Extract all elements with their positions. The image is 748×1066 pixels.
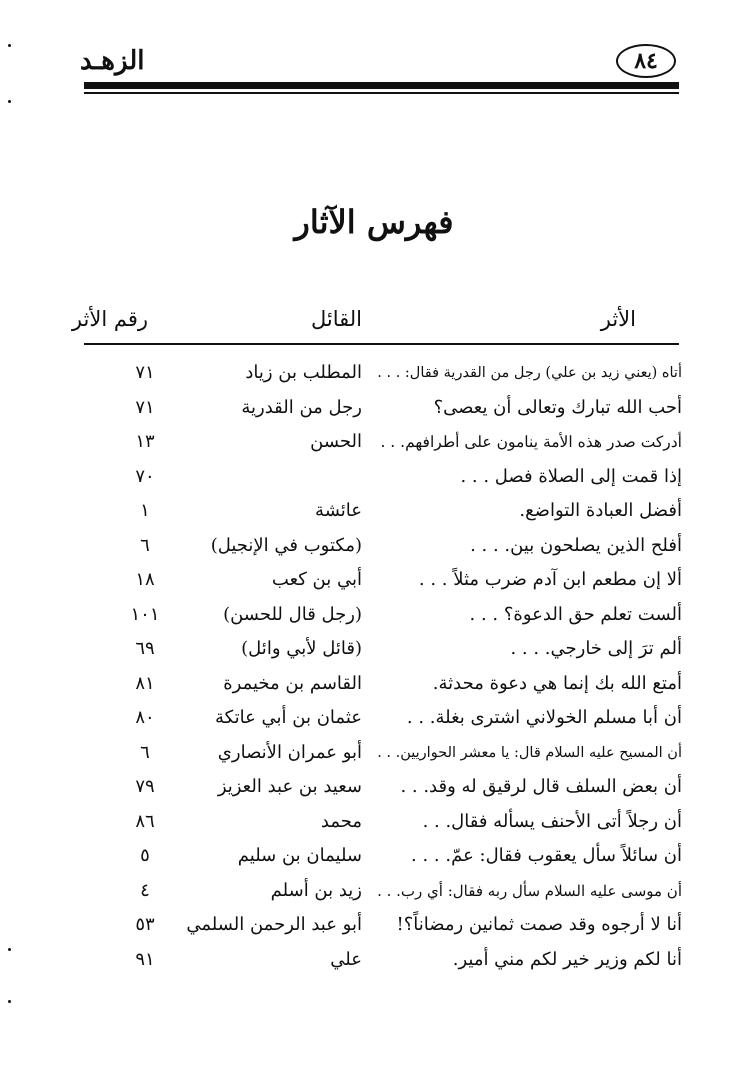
qail-cell: سليمان بن سليم [237, 845, 362, 866]
qail-cell: الحسن [310, 431, 362, 452]
number-cell: ٧٩ [135, 776, 155, 797]
table-row [0, 736, 748, 771]
page-number-badge [616, 44, 676, 78]
athar-cell: أفلح الذين يصلحون بين. . . . [470, 534, 682, 556]
table-row [0, 563, 748, 598]
table-row [0, 701, 748, 736]
qail-cell: عائشة [315, 500, 362, 521]
qail-cell: زيد بن أسلم [270, 879, 362, 901]
qail-cell: محمد [320, 810, 362, 832]
athar-cell: أفضل العبادة التواضع. [519, 500, 682, 521]
athar-cell: أن بعض السلف قال لرقيق له وقد. . . [400, 776, 682, 797]
index-table [0, 356, 748, 977]
header-rule-thin [84, 92, 679, 94]
table-row [0, 425, 748, 460]
number-cell: ٦ [140, 741, 150, 763]
table-row [0, 598, 748, 633]
number-cell: ١٠١ [130, 603, 160, 625]
number-cell: ١٣ [135, 431, 155, 452]
qail-cell: علي [330, 948, 362, 970]
athar-cell: إذا قمت إلى الصلاة فصل . . . [460, 465, 682, 487]
athar-cell: أن سائلاً سأل يعقوب فقال: عمّ. . . . [411, 845, 682, 866]
qail-cell: القاسم بن مخيمرة [223, 672, 362, 694]
header-rule-thick [84, 82, 679, 89]
page-number: ٨٤ [634, 48, 658, 74]
table-row [0, 391, 748, 426]
athar-cell: أنا لا أرجوه وقد صمت ثمانين رمضاناً؟! [396, 914, 682, 935]
qail-cell: رجل من القدرية [241, 396, 362, 418]
table-row [0, 494, 748, 529]
number-cell: ٧١ [135, 396, 155, 418]
athar-cell: أن رجلاً أتى الأحنف يسأله فقال. . . [422, 810, 682, 832]
athar-cell: أتاه (يعني زيد بن علي) رجل من القدرية فقال: . . . [377, 365, 682, 381]
qail-cell: أبو عمران الأنصاري [217, 741, 362, 763]
table-row [0, 908, 748, 943]
margin-speck [8, 100, 11, 103]
qail-cell: أبي بن كعب [271, 569, 362, 590]
athar-cell: أن موسى عليه السلام سأل ربه فقال: أي رب. . . [377, 881, 682, 900]
margin-speck [8, 948, 11, 951]
table-row [0, 874, 748, 909]
number-cell: ١ [140, 500, 150, 521]
number-cell: ٤ [140, 879, 150, 901]
qail-cell: عثمان بن أبي عاتكة [215, 707, 362, 728]
number-cell: ٧٠ [135, 465, 155, 487]
column-header-rule [84, 343, 679, 345]
athar-cell: أنا لكم وزير خير لكم مني أمير. [452, 948, 682, 970]
table-row [0, 667, 748, 702]
athar-cell: أمتع الله بك إنما هي دعوة محدثة. [432, 672, 682, 694]
column-header-qail: القائل [310, 307, 362, 331]
qail-cell: المطلب بن زياد [245, 362, 362, 383]
qail-cell: أبو عبد الرحمن السلمي [186, 914, 362, 935]
qail-cell: (قائل لأبي وائل) [241, 638, 362, 659]
number-cell: ٨٦ [135, 810, 155, 832]
table-row [0, 356, 748, 391]
table-row [0, 943, 748, 978]
athar-cell: أدركت صدر هذه الأمة ينامون على أطرافهم. . . [380, 433, 682, 451]
athar-cell: ألست تعلم حق الدعوة؟ . . . [469, 603, 682, 625]
running-title: الزهـد [80, 46, 145, 76]
athar-cell: أن المسيح عليه السلام قال: يا معشر الحواريين. . . [377, 744, 682, 761]
athar-cell: أن أبا مسلم الخولاني اشترى بغلة. . . [406, 707, 682, 728]
margin-speck [8, 44, 11, 47]
table-row [0, 805, 748, 840]
number-cell: ٩١ [135, 948, 155, 970]
number-cell: ٦٩ [135, 638, 155, 659]
table-row [0, 460, 748, 495]
table-row [0, 839, 748, 874]
qail-cell: (رجل قال للحسن) [223, 603, 362, 625]
table-row [0, 770, 748, 805]
column-header-number: رقم الأثر [71, 307, 148, 331]
athar-cell: ألا إن مطعم ابن آدم ضرب مثلاً . . . [418, 569, 682, 590]
qail-cell: (مكتوب في الإنجيل) [210, 534, 362, 556]
table-row [0, 529, 748, 564]
page-title: فهرس الآثار [294, 203, 454, 241]
number-cell: ٧١ [135, 362, 155, 383]
margin-speck [8, 1000, 11, 1003]
number-cell: ٥ [140, 845, 150, 866]
number-cell: ٥٣ [135, 914, 155, 935]
column-header-athar: الأثر [600, 307, 636, 331]
number-cell: ٨٠ [135, 707, 155, 728]
table-row [0, 632, 748, 667]
number-cell: ٨١ [135, 672, 155, 694]
number-cell: ١٨ [135, 569, 155, 590]
number-cell: ٦ [140, 534, 150, 556]
athar-cell: ألم ترَ إلى خارجي. . . . [510, 638, 682, 659]
qail-cell: سعيد بن عبد العزيز [217, 776, 362, 797]
athar-cell: أحب الله تبارك وتعالى أن يعصى؟ [433, 396, 682, 418]
